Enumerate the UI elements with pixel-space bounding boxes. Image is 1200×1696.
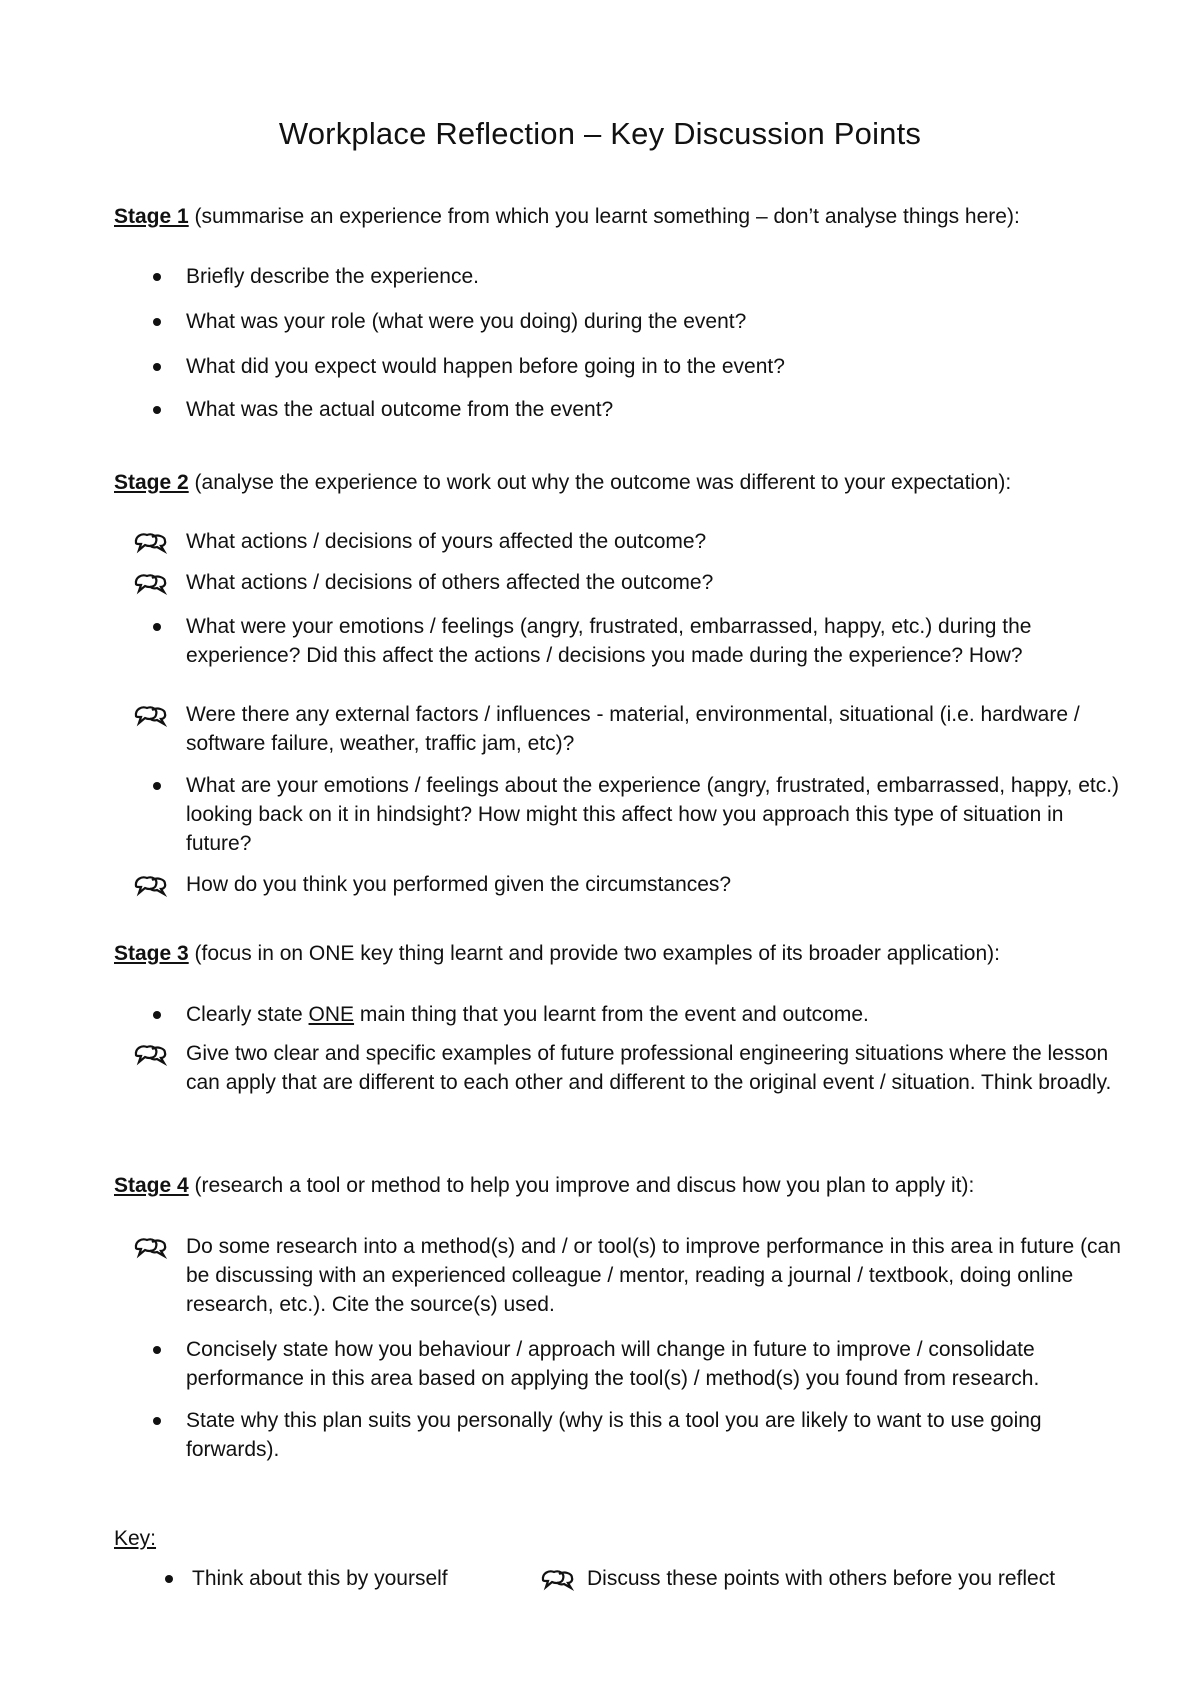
stage-4-item-3 [186, 1406, 1126, 1464]
stage-1-item-3-text: What did you expect would happen before going in to the event? [186, 355, 785, 378]
stage-4-item-2-text: Concisely state how you behaviour / approach will change in future to improve / consolidate performance in this area based on applying the tool(s) / method(s) you found from research. [186, 1338, 1040, 1390]
stage-4-heading [114, 1172, 1134, 1200]
stage-2-heading [114, 469, 1134, 497]
key-discussion-entry [587, 1564, 1055, 1593]
bullet-icon [132, 352, 178, 381]
bullet-icon [132, 307, 178, 336]
stage-2-item-3 [186, 612, 1126, 670]
stage-3-item-1 [186, 1000, 1126, 1029]
stage-2-description: (analyse the experience to work out why the outcome was different to your expectation): [188, 471, 1012, 494]
discussion-icon [132, 870, 178, 899]
stage-2-item-6 [186, 870, 1126, 899]
stage-3-label: Stage 3 [114, 942, 189, 965]
stage-4-item-2 [186, 1335, 1126, 1393]
bullet-icon [132, 1406, 178, 1435]
stage-2-item-2 [186, 568, 1126, 597]
stage-2-item-3-text: What were your emotions / feelings (angry, frustrated, embarrassed, happy, etc.) during the experience? Did this affect the actions / decisions you made during the experience? How? [186, 615, 1032, 667]
stage-2-item-4-text: Were there any external factors / influences - material, environmental, situational (i.e. hardware / software failure, weather, traffic jam, etc)? [186, 703, 1080, 755]
key-discussion-text: Discuss these points with others before you reflect [587, 1567, 1056, 1590]
stage-1-description: (summarise an experience from which you learnt something – don’t analyse things here): [188, 205, 1020, 228]
key-bullet-text: Think about this by yourself [192, 1567, 448, 1590]
stage-1-item-2-text: What was your role (what were you doing) during the event? [186, 310, 747, 333]
stage-3-item-1-before: Clearly state [186, 1003, 309, 1026]
bullet-icon [132, 395, 178, 424]
key-label: Key: [114, 1527, 157, 1550]
stage-3-item-2-text: Give two clear and specific examples of future professional engineering situations where the lesson can apply that are different to each other and different to the original event / situation. Think broadly. [186, 1042, 1112, 1094]
stage-1-label: Stage 1 [114, 205, 189, 228]
stage-1-item-4-text: What was the actual outcome from the event? [186, 398, 614, 421]
stage-4-item-3-text: State why this plan suits you personally (why is this a tool you are likely to want to use going forwards). [186, 1409, 1042, 1461]
stage-2-label: Stage 2 [114, 471, 189, 494]
stage-2-item-5 [186, 771, 1126, 858]
stage-2-item-4 [186, 700, 1126, 758]
stage-3-heading [114, 940, 1134, 968]
stage-1-item-3 [186, 352, 1126, 381]
stage-1-item-1-text: Briefly describe the experience. [186, 265, 479, 288]
stage-2-item-2-text: What actions / decisions of others affected the outcome? [186, 571, 714, 594]
discussion-icon [539, 1564, 585, 1593]
bullet-icon [132, 1000, 178, 1029]
stage-4-item-1 [186, 1232, 1126, 1319]
bullet-icon [132, 771, 178, 800]
discussion-icon [132, 1232, 178, 1261]
stage-1-item-2 [186, 307, 1126, 336]
bullet-icon [132, 1335, 178, 1364]
stage-2-item-6-text: How do you think you performed given the circumstances? [186, 873, 732, 896]
stage-4-item-1-text: Do some research into a method(s) and / or tool(s) to improve performance in this area in future (can be discussing with an experienced colleague / mentor, reading a journal / textbook, doing online research, etc.). Cite the source(s) used. [186, 1235, 1121, 1316]
stage-1-item-4 [186, 395, 1126, 424]
discussion-icon [132, 527, 178, 556]
stage-2-item-5-text: What are your emotions / feelings about the experience (angry, frustrated, embarrassed, happy, etc.) looking back on it in hindsight? How might this affect how you approach this type of situation in future? [186, 774, 1120, 855]
stage-3-item-1-after: main thing that you learnt from the event and outcome. [354, 1003, 869, 1026]
stage-1-heading [114, 203, 1134, 231]
bullet-icon [132, 262, 178, 291]
stage-2-item-1 [186, 527, 1126, 556]
discussion-icon [132, 568, 178, 597]
stage-3-item-1-emphasis: ONE [308, 1003, 355, 1026]
stage-3-item-2 [186, 1039, 1126, 1097]
stage-4-label: Stage 4 [114, 1174, 189, 1197]
stage-2-item-1-text: What actions / decisions of yours affected the outcome? [186, 530, 707, 553]
page-title: Workplace Reflection – Key Discussion Points [278, 116, 922, 151]
key-bullet-entry [192, 1564, 448, 1593]
stage-1-item-1 [186, 262, 1126, 291]
stage-3-description: (focus in on ONE key thing learnt and provide two examples of its broader application): [188, 942, 1000, 965]
bullet-icon [132, 612, 178, 641]
bullet-icon [144, 1564, 190, 1593]
discussion-icon [132, 1039, 178, 1068]
stage-4-description: (research a tool or method to help you improve and discus how you plan to apply it): [188, 1174, 975, 1197]
discussion-icon [132, 700, 178, 729]
